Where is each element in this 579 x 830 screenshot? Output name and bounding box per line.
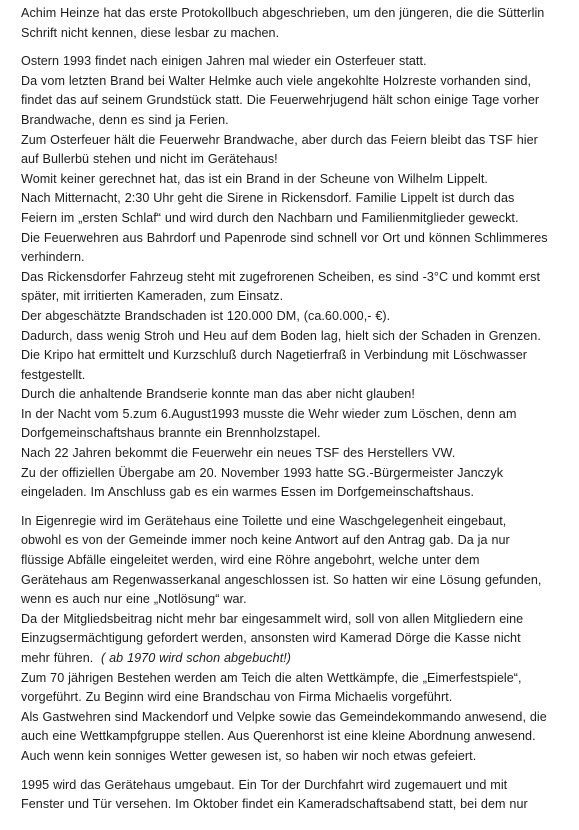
paragraph-gap xyxy=(21,767,569,776)
text-line: obwohl es von der Gemeinde immer noch keine Antwort auf den Antrag gab. Da ja nur xyxy=(21,533,510,548)
text-line: Dorfgemeinschaftshaus brannte ein Brennholzstapel. xyxy=(21,426,321,441)
text-line: auch eine Wettkampfgruppe stellen. Aus Querenhorst ist eine kleine Abordnung anwesend. xyxy=(21,729,536,744)
text-line: Ostern 1993 findet nach einigen Jahren mal wieder ein Osterfeuer statt. xyxy=(21,54,427,69)
text-line: Gerätehaus am Regenwasserkanal angeschlossen ist. So hatten wir eine Lösung gefunden, xyxy=(21,572,542,587)
text-line: später, mit irritierten Kameraden, zum Einsatz. xyxy=(21,289,284,304)
text-line: wenn es auch nur eine „Notlösung“ war. xyxy=(21,592,247,607)
text-line: In Eigenregie wird im Gerätehaus eine Toilette und eine Waschgelegenheit eingebaut, xyxy=(21,513,507,528)
text-line: Die Feuerwehren aus Bahrdorf und Papenrode sind schnell vor Ort und können Schlimmeres xyxy=(21,230,548,245)
text-line: Da der Mitgliedsbeitrag nicht mehr bar eingesammelt wird, soll von allen Mitgliedern eine xyxy=(21,611,524,626)
text-line: vorgeführt. Zu Beginn wird eine Brandschau von Firma Michaelis vorgeführt. xyxy=(21,690,453,705)
text-line: festgestellt. xyxy=(21,367,86,382)
text-line: Da vom letzten Brand bei Walter Helmke auch viele angekohlte Holzreste vorhanden sind, xyxy=(21,73,532,88)
italic-note: ( ab 1970 wird schon abgebucht!) xyxy=(101,651,292,665)
paragraph-osterfeuer-1993 xyxy=(21,52,569,503)
paragraph-protokollbuch xyxy=(21,4,569,43)
text-line: verhindern. xyxy=(21,250,85,265)
text-line-start: mehr führen. xyxy=(21,651,94,665)
text-line: Das Rickensdorfer Fahrzeug steht mit zugefrorenen Scheiben, es sind -3°C und kommt erst xyxy=(21,269,541,284)
text-line: Brandwache, denn es sind ja Ferien. xyxy=(21,112,229,127)
text-line: auf Bullerbü stehen und nicht im Gerätehaus! xyxy=(21,152,278,167)
text-line: Womit keiner gerechnet hat, das ist ein Brand in der Scheune von Wilhelm Lippelt. xyxy=(21,171,488,186)
text-line: Feiern im „ersten Schlaf“ und wird durch den Nachbarn und Familienmitglieder geweckt. xyxy=(21,210,519,225)
text-line: Die Kripo hat ermittelt und Kurzschluß durch Nagetierfraß in Verbindung mit Löschwasser xyxy=(21,348,528,363)
text-line: findet das auf seinem Grundstück statt. Die Feuerwehrjugend hält schon einige Tage vorher xyxy=(21,93,540,108)
text-line: Auch wenn kein sonniges Wetter gewesen ist, so haben wir noch etwas gefeiert. xyxy=(21,748,477,763)
text-line: 1995 wird das Gerätehaus umgebaut. Ein Tor der Durchfahrt wird zugemauert und mit xyxy=(21,777,508,792)
text-line: Durch die anhaltende Brandserie konnte man das aber nicht glauben! xyxy=(21,387,415,402)
text-line: Dadurch, dass wenig Stroh und Heu auf dem Boden lag, hielt sich der Schaden in Grenzen. xyxy=(21,328,541,343)
text-line: Zum 70 jährigen Bestehen werden am Teich die alten Wettkämpfe, die „Eimerfestspiele“, xyxy=(21,670,522,685)
paragraph-gap xyxy=(21,43,569,52)
text-line: eingeladen. Im Anschluss gab es ein warmes Essen im Dorfgemeinschaftshaus. xyxy=(21,485,475,500)
paragraph-geraetehaus-toilette xyxy=(21,512,569,767)
text-line: Achim Heinze hat das erste Protokollbuch abgeschrieben, um den jüngeren, die die Sütterlin xyxy=(21,6,545,20)
text-line: Einzugsermächtigung gefordert werden, ansonsten wird Kamerad Dörge die Kasse nicht xyxy=(21,631,521,646)
text-line: Nach Mitternacht, 2:30 Uhr geht die Sirene in Rickensdorf. Familie Lippelt ist durch das xyxy=(21,191,515,206)
text-line: Zu der offiziellen Übergabe am 20. November 1993 hatte SG.-Bürgermeister Janczyk xyxy=(21,465,504,480)
text-line: Der abgeschätzte Brandschaden ist 120.000 DM, (ca.60.000,- €). xyxy=(21,308,391,323)
text-line: Zum Osterfeuer hält die Feuerwehr Brandwache, aber durch das Feiern bleibt das TSF hier xyxy=(21,132,538,147)
text-line-with-note xyxy=(21,649,569,669)
text-line: Nach 22 Jahren bekommt die Feuerwehr ein neues TSF des Herstellers VW. xyxy=(21,446,456,461)
text-line: In der Nacht vom 5.zum 6.August1993 musste die Wehr wieder zum Löschen, denn am xyxy=(21,406,517,421)
text-line: Fenster und Tür versehen. Im Oktober findet ein Kameradschaftsabend statt, bei dem nur xyxy=(21,797,528,812)
text-line: Schrift nicht kennen, diese lesbar zu machen. xyxy=(21,25,280,40)
paragraph-umbau-1995 xyxy=(21,776,569,815)
text-line: Als Gastwehren sind Mackendorf und Velpke sowie das Gemeindekommando anwesend, die xyxy=(21,709,547,724)
text-line: flüssige Abfälle eingeleitet werden, wird eine Röhre angebohrt, welche unter dem xyxy=(21,553,480,568)
paragraph-gap xyxy=(21,503,569,512)
